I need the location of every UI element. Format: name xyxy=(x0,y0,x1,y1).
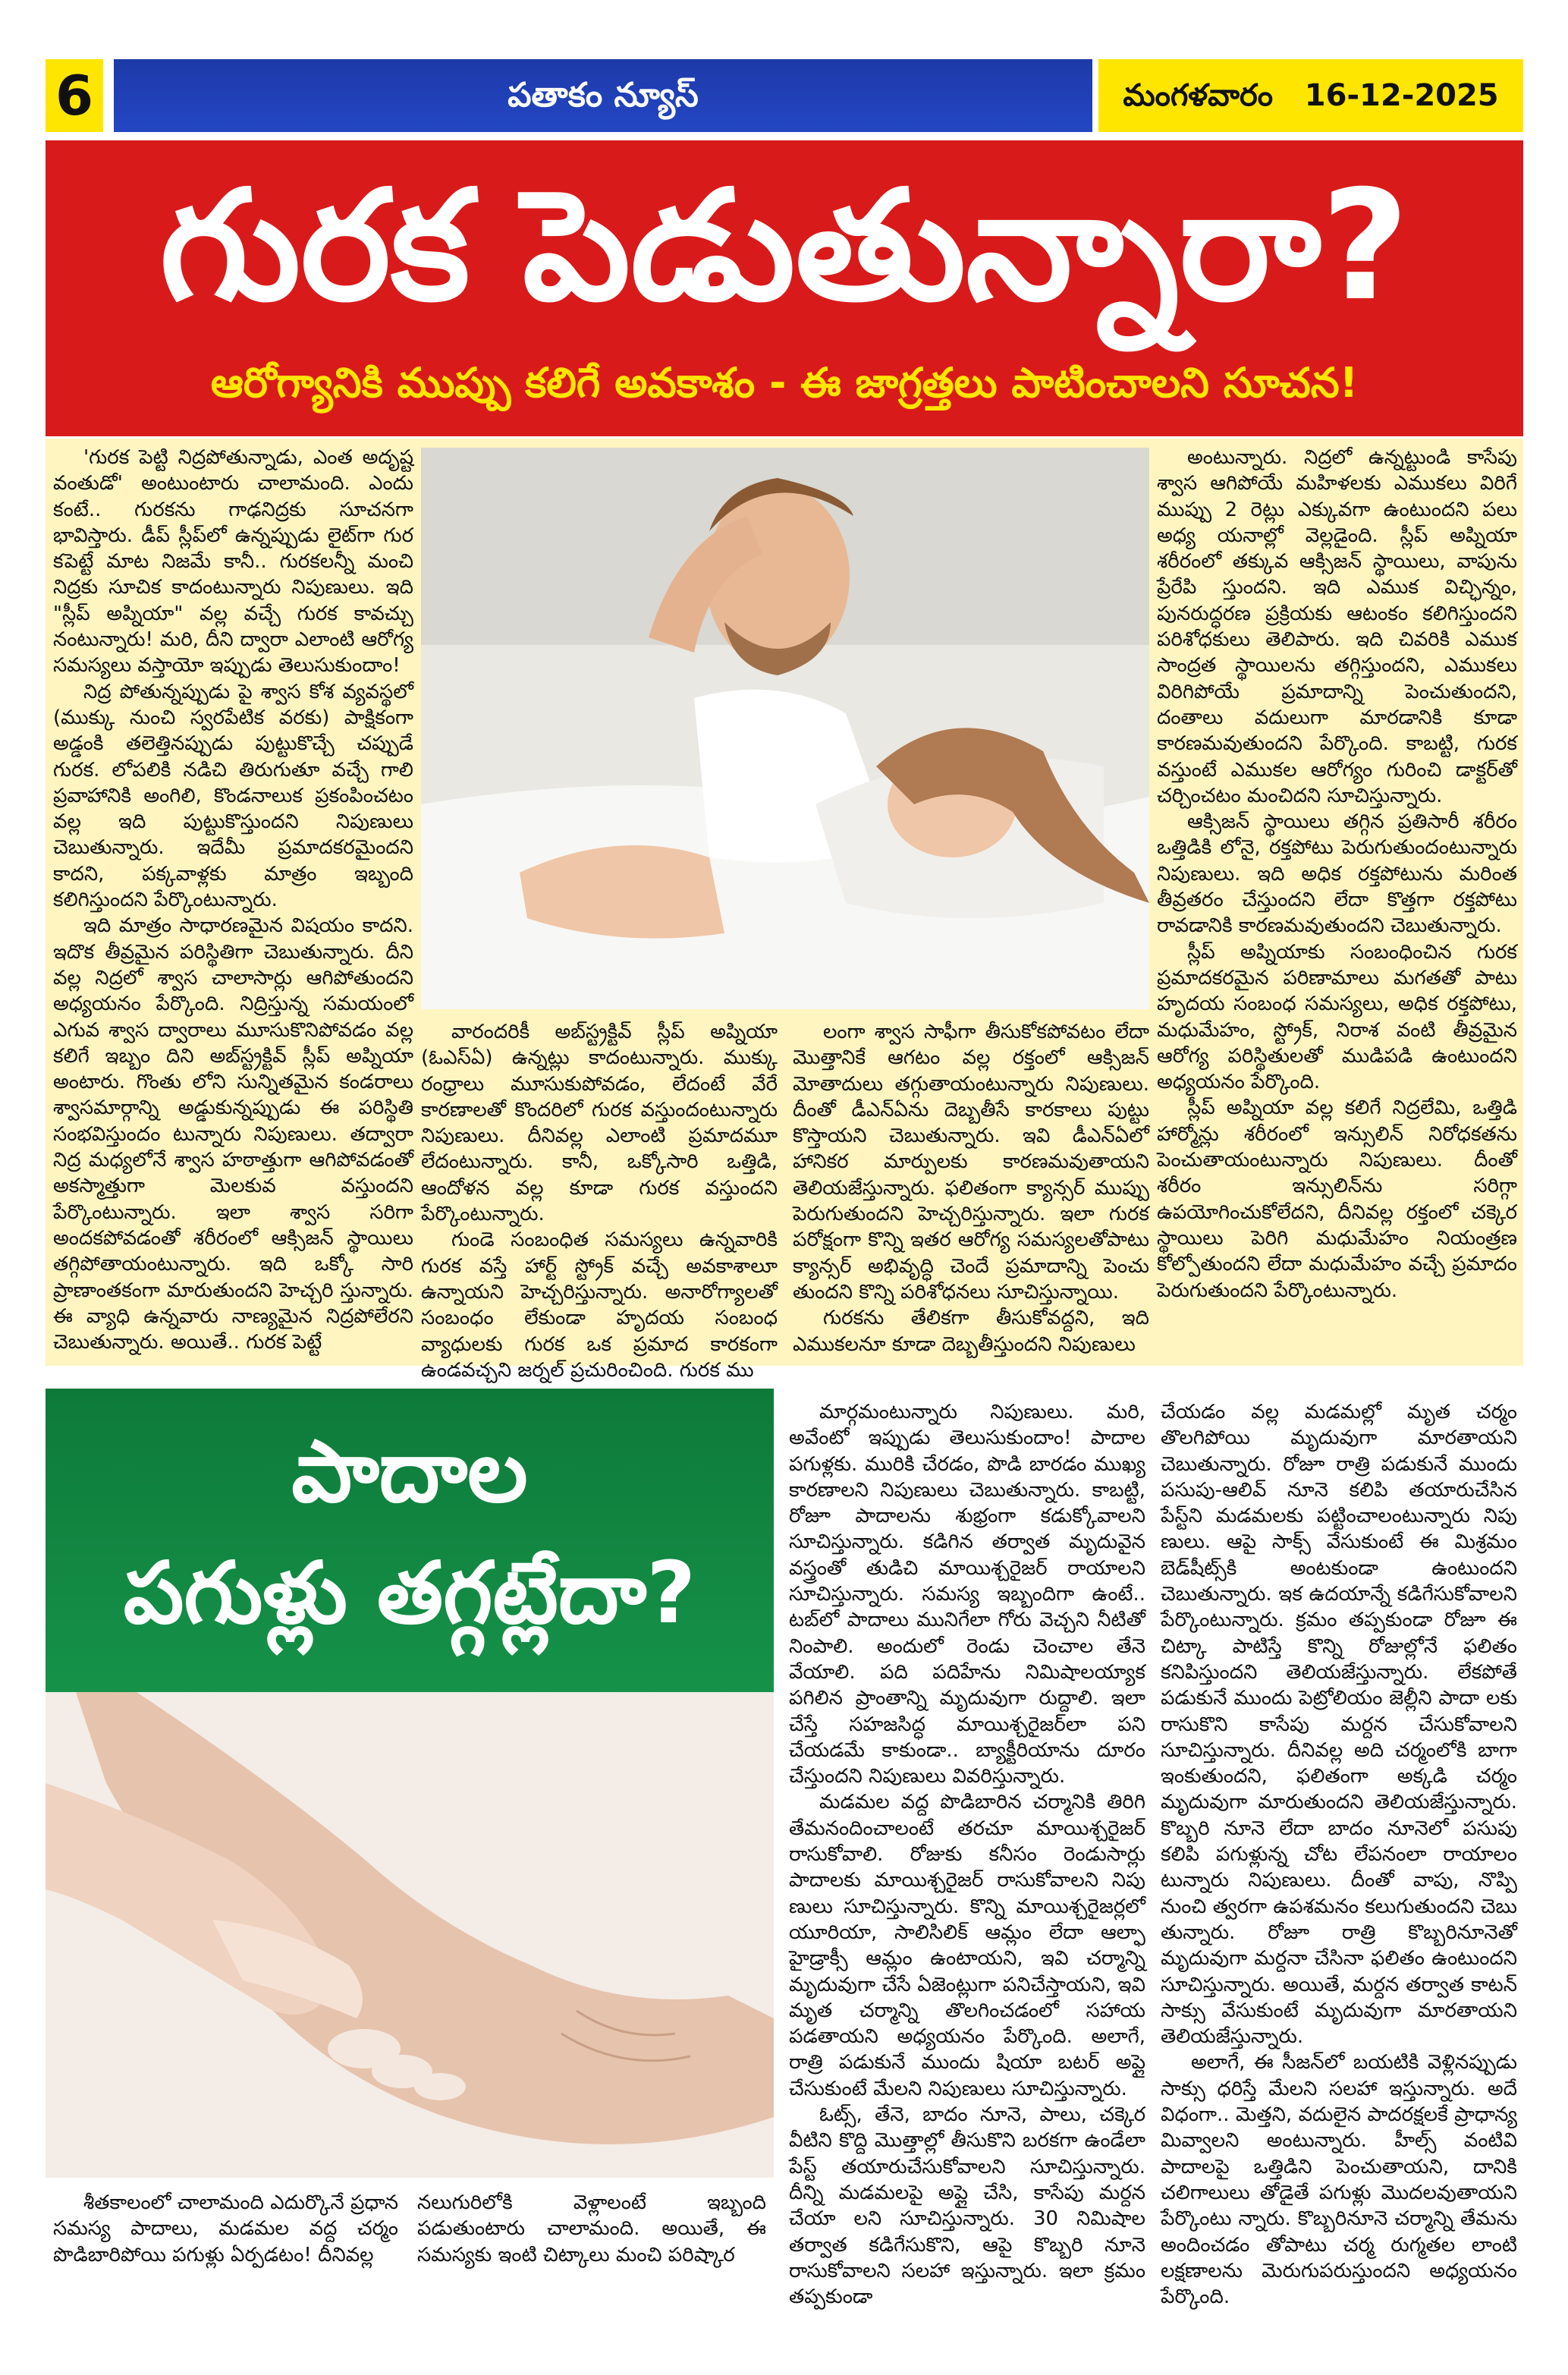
paragraph: అలాగే, ఈ సీజన్‌లో బయటికి వెళ్లినప్పుడు సాక్సు ధరిస్తే మేలని సలహా ఇస్తున్నారు. అదే విధంగా.. మెత్తని, వదులైన పాదరక్షలకే ప్రాధాన్య మివ్వాలని అంటున్నారు. హీల్స్ వంటివి పాదాలపై ఒత్తిడిని పెంచుతాయని, దానికి చలిగాలులు తోడైతే పగుళ్లు మొదలవుతాయని పేర్కొంటు న్నారు. కొబ్బరినూనె చర్మాన్ని తేమను అందించడం తోపాటు చర్మ రుగ్మతల లాంటి లక్షణాలను మెరుగుపరుస్తుందని అధ్యయనం పేర్కొంది. xyxy=(1161,2051,1517,2309)
paragraph: వారందరికీ అబ్‌స్ట్రక్టివ్ స్లీప్ అప్నియా (ఓఎస్‌ఏ) ఉన్నట్లు కాదంటున్నారు. ముక్కు రంధ్రాలు మూసుకుపోవడం, లేదంటే వేరే కారణాలతో కొందరిలో గురక వస్తుందంటున్నారు నిపుణులు. దీనివల్ల ఎలాంటి ప్రమాదమూ లేదంటున్నారు. కానీ, ఒక్కోసారి ఒత్తిడి, ఆందోళన వల్ల కూడా గురక వస్తుందని పేర్కొంటున్నారు. xyxy=(421,1021,778,1226)
paragraph: లంగా శ్వాస సాఫీగా తీసుకోకపోవటం లేదా మొత్తానికే ఆగటం వల్ల రక్తంలో ఆక్సిజన్ మోతాదులు తగ్గుతాయంటున్నారు నిపుణులు. దీంతో డీఎన్ఏను దెబ్బతీసే కారకాలు పుట్టు కొస్తాయని చెబుతున్నారు. ఇవి డీఎన్ఏలో హానికర మార్పులకు కారణమవుతాయని తెలియజేస్తున్నారు. ఫలితంగా క్యాన్సర్ ముప్పు పెరుగుతుందని హెచ్చరిస్తున్నారు. ఇలా గురక పరోక్షంగా కొన్ని ఇతర ఆరోగ్య సమస్యలతోపాటు క్యాన్సర్ అభివృద్ధి చెందే ప్రమాదాన్ని పెంచు తుందని కొన్ని పరిశోధనలు సూచిస్తున్నాయి. xyxy=(793,1021,1149,1304)
masthead-name-bar xyxy=(114,59,1092,132)
snoring-article xyxy=(46,439,1523,1382)
article2-column-1 xyxy=(789,1399,1145,2340)
paragraph: మడమల వద్ద పొడిబారిన చర్మానికి తిరిగి తేమనందించాలంటే తరచూ మాయిశ్చరైజర్ రాసుకోవాలి. రోజుకు కనీసం రెండుసార్లు పాదాలకు మాయిశ్చరైజర్ రాసుకోవాలని నిపు ణులు సూచిస్తున్నారు. కొన్ని మాయిశ్చరైజర్లలో యూరియా, సాలిసిలిక్ ఆమ్లం లేదా ఆల్ఫా హైడ్రాక్సీ ఆమ్లం ఉంటాయని, ఇవి చర్మాన్ని మృదువుగా చేసే ఏజెంట్లుగా పనిచేస్తాయని, ఇవి మృత చర్మాన్ని తొలగించడంలో సహాయ పడతాయని అధ్యయనం పేర్కొంది. అలాగే, రాత్రి పడుకునే ముందు షియా బటర్ అప్లై చేసుకుంటే మేలని నిపుణులు సూచిస్తున్నారు. xyxy=(789,1791,1145,2100)
paragraph: 'గురక పెట్టి నిద్రపోతున్నాడు, ఎంత అదృష్ట వంతుడో' అంటుంటారు చాలామంది. ఎందు కంటే.. గురకను గాఢనిద్రకు సూచనగా భావిస్తారు. డీప్ స్లీప్‌లో ఉన్నప్పుడు లైట్‌గా గుర కపెట్టే మాట నిజమే కానీ.. గురకలన్నీ మంచి నిద్రకు సూచిక కాదంటున్నారు నిపుణులు. ఇది "స్లీప్ అప్నియా" వల్ల వచ్చే గురక కావచ్చు నంటున్నారు! మరి, దీని ద్వారా ఎలాంటి ఆరోగ్య సమస్యలు వస్తాయో ఇప్పుడు తెలుసుకుందాం! xyxy=(53,446,413,678)
paragraph: స్లీప్ అప్నియా వల్ల కలిగే నిద్రలేమి, ఒత్తిడి హార్మోన్లు శరీరంలో ఇన్సులిన్ నిరోధకతను పెంచుతాయంటున్నారు నిపుణులు. దీంతో శరీరం ఇన్సులిన్‌ను సరిగ్గా ఉపయోగించుకోలేదని, దీనివల్ల రక్తంలో చక్కెర స్థాయిలు పెరిగి మధుమేహం నియంత్రణ కోల్పోతుందని లేదా మధుమేహం వచ్చే ప్రమాదం పెరుగుతుందని పేర్కొంటున్నారు. xyxy=(1157,1096,1517,1302)
cracked-heels-title-box xyxy=(46,1389,774,1715)
article1-column-4 xyxy=(1157,445,1517,1359)
paragraph: శీతకాలంలో చాలామంది ఎదుర్కొనే ప్రధాన సమస్య పాదాలు, మడమల వద్ద చర్మం పొడిబారిపోయి పగుళ్లు ఏర్పడటం! దీనివల్ల xyxy=(53,2191,398,2266)
cracked-heel-photo xyxy=(46,1692,774,2178)
paragraph: నిద్ర పోతున్నప్పుడు పై శ్వాస కోశ వ్యవస్థలో (ముక్కు నుంచి స్వరపేటిక వరకు) పాక్షికంగా అడ్డంకి తలెత్తినప్పుడు పుట్టుకొచ్చే చప్పుడే గురక. లోపలికి నడిచి తిరుగుతూ వచ్చే గాలి ప్రవాహానికి అంగిలి, కొండనాలుక ప్రకంపించటం వల్ల ఇది పుట్టుకొస్తుందని నిపుణులు చెబుతున్నారు. ఇదేమీ ప్రమాదకరమైందని కాదని, పక్కవాళ్లకు మాత్రం ఇబ్బంది కలిగిస్తుందని పేర్కొంటున్నారు. xyxy=(53,680,413,912)
article-subheadline: ఆరోగ్యానికి ముప్పు కలిగే అవకాశం - ఈ జాగ్రత్తలు పాటించాలని సూచన! xyxy=(210,359,1359,407)
cracked-heels-article xyxy=(781,1389,1523,2345)
paragraph: గురకను తేలికగా తీసుకోవద్దని, ఇది ఎముకలనూ కూడా దెబ్బతీస్తుందని నిపుణులు xyxy=(793,1307,1149,1356)
weekday: మంగళవారం xyxy=(1123,78,1273,113)
foot-heel-illustration xyxy=(46,1692,774,2178)
article2-title-line-2: పగుళ్లు తగ్గట్లేదా? xyxy=(123,1544,696,1643)
paragraph: ఓట్స్, తేనె, బాదం నూనె, పాలు, చక్కెర వీటిని కొద్ది మొత్తాల్లో తీసుకొని బరకగా ఉండేలా పేస్ట్ తయారుచేసుకోవాలని సూచిస్తున్నారు. దీన్ని మడమలపై అప్లై చేసి, కాసేపు మర్దన చేయా లని సూచిస్తున్నారు. 30 నిమిషాల తర్వాత కడిగేసుకొని, ఆపై కొబ్బరి నూనె రాసుకోవాలని సలహా ఇస్తున్నారు. ఇలా క్రమం తప్పకుండా xyxy=(789,2103,1145,2309)
article2-intro-column-2 xyxy=(417,2190,766,2342)
couple-sleeping-illustration xyxy=(421,448,1149,1009)
article2-title-line-1: పాదాల xyxy=(291,1423,528,1521)
paragraph: గుండె సంబంధిత సమస్యలు ఉన్నవారికి గురక వస్తే హార్ట్ స్ట్రోక్ వచ్చే అవకాశాలూ ఉన్నాయని హెచ్చరిస్తున్నారు. అనారోగ్యాలతో సంబంధం లేకుండా హృదయ సంబంధ వ్యాధులకు గురక ఒక ప్రమాద కారకంగా ఉండవచ్చని జర్నల్ ప్రచురించింది. గురక ము xyxy=(421,1228,778,1382)
article2-column-2 xyxy=(1161,1399,1517,2340)
headline-banner xyxy=(46,140,1523,436)
paragraph: ఇది మాత్రం సాధారణమైన విషయం కాదని. ఇదొక తీవ్రమైన పరిస్థితిగా చెబుతున్నారు. దీని వల్ల నిద్రలో శ్వాస చాలాసార్లు ఆగిపోతుందని అధ్యయనం పేర్కొంది. నిద్రిస్తున్న సమయంలో ఎగువ శ్వాస ద్వారాలు మూసుకొనిపోవడం వల్ల కలిగే ఇబ్బం దిని అబ్‌స్ట్రక్టివ్ స్లీప్ అప్నియా అంటారు. గొంతు లోని సున్నితమైన కండరాలు శ్వాసమార్గాన్ని అడ్డుకున్నప్పుడు ఈ పరిస్థితి సంభవిస్తుందం టున్నారు నిపుణులు. తద్వారా నిద్ర మధ్యలోనే శ్వాస హఠాత్తుగా ఆగిపోవడంతో అకస్మాత్తుగా మెలకువ వస్తుందని పేర్కొంటున్నారు. ఇలా శ్వాస సరిగా అందకపోవడంతో శరీరంలో ఆక్సిజన్ స్థాయిలు తగ్గిపోతాయంటున్నారు. ఇది ఒక్కో సారి ప్రాణాంతకంగా మారుతుందని హెచ్చరి స్తున్నారు. ఈ వ్యాధి ఉన్నవారు నాణ్యమైన నిద్రపోలేరని చెబుతున్నారు. అయితే.. గురక పెట్టే xyxy=(53,914,413,1354)
article1-column-2 xyxy=(421,1019,778,1382)
masthead-date-bar xyxy=(1098,59,1523,132)
issue-date: 16-12-2025 xyxy=(1304,78,1499,113)
article2-intro xyxy=(46,2185,774,2345)
couple-sleeping-photo xyxy=(421,448,1149,1009)
paragraph: స్లీప్ అప్నియాకు సంబంధించిన గురక ప్రమాదకరమైన పరిణామాలు మగతతో పాటు హృదయ సంబంధ సమస్యలు, అధిక రక్తపోటు, మధుమేహం, స్ట్రోక్, నిరాశ వంటి తీవ్రమైన ఆరోగ్య పరిస్థితులతో ముడిపడి ఉంటుందని అధ్యయనం పేర్కొంది. xyxy=(1157,940,1517,1094)
article2-intro-column-1 xyxy=(53,2190,398,2342)
paragraph: అంటున్నారు. నిద్రలో ఉన్నట్టుండి కాసేపు శ్వాస ఆగిపోయే మహిళలకు ఎముకలు విరిగే ముప్పు 2 రెట్లు ఎక్కువగా ఉంటుందని పలు అధ్య యనాల్లో వెల్లడైంది. స్లీప్ అప్నియా శరీరంలో తక్కువ ఆక్సిజన్ స్థాయిలు, వాపును ప్రేరేపి స్తుందని. ఇది ఎముక విచ్ఛిన్నం, పునరుద్ధరణ ప్రక్రియకు ఆటంకం కలిగిస్తుందని పరిశోధకులు తెలిపారు. ఇది చివరికి ఎముక సాంద్రత స్థాయిలను తగ్గిస్తుందని, ఎముకలు విరిగిపోయే ప్రమాదాన్ని పెంచుతుందని, దంతాలు వదులుగా మారడానికి కూడా కారణమవుతుందని పేర్కొంది. కాబట్టి, గురక వస్తుంటే ఎముకల ఆరోగ్యం గురించి డాక్టర్‌తో చర్చించటం మంచిదని సూచిస్తున్నారు. xyxy=(1157,446,1517,807)
paragraph: నలుగురిలోకి వెళ్లాలంటే ఇబ్బంది పడుతుంటారు చాలామంది. అయితే, ఈ సమస్యకు ఇంటి చిట్కాలు మంచి పరిష్కార xyxy=(417,2191,766,2266)
article-headline: గురక పెడుతున్నారా? xyxy=(159,158,1409,335)
article1-column-1 xyxy=(53,445,413,1359)
article1-column-3 xyxy=(793,1019,1149,1361)
paragraph: మార్గమంటున్నారు నిపుణులు. మరి, అవేంటో ఇప్పుడు తెలుసుకుందాం! పాదాల పగుళ్లకు. మురికి చేరడం, పొడి బారడం ముఖ్య కారణాలని నిపుణులు చెబుతున్నారు. కాబట్టి, రోజూ పాదాలను శుభ్రంగా కడుక్కోవాలని సూచిస్తున్నారు. కడిగిన తర్వాత మృదువైన వస్త్రంతో తుడిచి మాయిశ్చరైజర్ రాయాలని సూచిస్తున్నారు. సమస్య ఇబ్బందిగా ఉంటే.. టబ్‌లో పాదాలు మునిగేలా గోరు వెచ్చని నీటితో నింపాలి. అందులో రెండు చెంచాల తేనె వేయాలి. పది పదిహేను నిమిషాలయ్యాక పగిలిన ప్రాంతాన్ని మృదువుగా రుద్దాలి. ఇలా చేస్తే సహజసిద్ధ మాయిశ్చరైజర్‌లా పని చేయడమే కాకుండా.. బ్యాక్టీరియాను దూరం చేస్తుందని నిపుణులు వివరిస్తున్నారు. xyxy=(789,1401,1145,1788)
paragraph: ఆక్సిజన్ స్థాయిలు తగ్గిన ప్రతిసారీ శరీరం ఒత్తిడికి లోనై, రక్తపోటు పెరుగుతుందంటున్నారు నిపుణులు. ఇది అధిక రక్తపోటును మరింత తీవ్రతరం చేస్తుందని లేదా కొత్తగా రక్తపోటు రావడానికి కారణమవుతుందని చెబుతున్నారు. xyxy=(1157,810,1517,938)
paragraph: చేయడం వల్ల మడమల్లో మృత చర్మం తొలగిపోయి మృదువుగా మారతాయని చెబుతున్నారు. రోజూ రాత్రి పడుకునే ముందు పసుపు-ఆలివ్ నూనె కలిపి తయారుచేసిన పేస్ట్‌ని మడమలకు పట్టించాలంటున్నారు నిపు ణులు. ఆపై సాక్స్ వేసుకుంటే ఈ మిశ్రమం బెడ్‌షీట్స్‌కి అంటకుండా ఉంటుందని చెబుతున్నారు. ఇక ఉదయాన్నే కడిగేసుకోవాలని పేర్కొంటున్నారు. క్రమం తప్పకుండా రోజూ ఈ చిట్కా పాటిస్తే కొన్ని రోజుల్లోనే ఫలితం కనిపిస్తుందని తెలియజేస్తున్నారు. లేకపోతే పడుకునే ముందు పెట్రోలియం జెల్లీని పాదా లకు రాసుకొని కాసేపు మర్దన చేసుకోవాలని సూచిస్తున్నారు. దీనివల్ల అది చర్మంలోకి బాగా ఇంకుతుందని, ఫలితంగా అక్కడి చర్మం మృదువుగా మారుతుందని తెలియజేస్తున్నారు. కొబ్బరి నూనె లేదా బాదం నూనెలో పసుపు కలిపి పగుళ్లున్న చోట లేపనంలా రాయాలం టున్నారు నిపుణులు. దీంతో వాపు, నొప్పి నుంచి త్వరగా ఉపశమనం కలుగుతుందని చెబు తున్నారు. రోజూ రాత్రి కొబ్బరినూనెతో మృదువుగా మర్దనా చేసినా ఫలితం ఉంటుందని సూచిస్తున్నారు. అయితే, మర్దన తర్వాత కాటన్ సాక్సు వేసుకుంటే మృదువుగా మారతాయని తెలియజేస్తున్నారు. xyxy=(1161,1401,1517,2049)
page-number: 6 xyxy=(46,59,103,132)
newspaper-name: పతాకం న్యూస్ xyxy=(507,76,699,115)
